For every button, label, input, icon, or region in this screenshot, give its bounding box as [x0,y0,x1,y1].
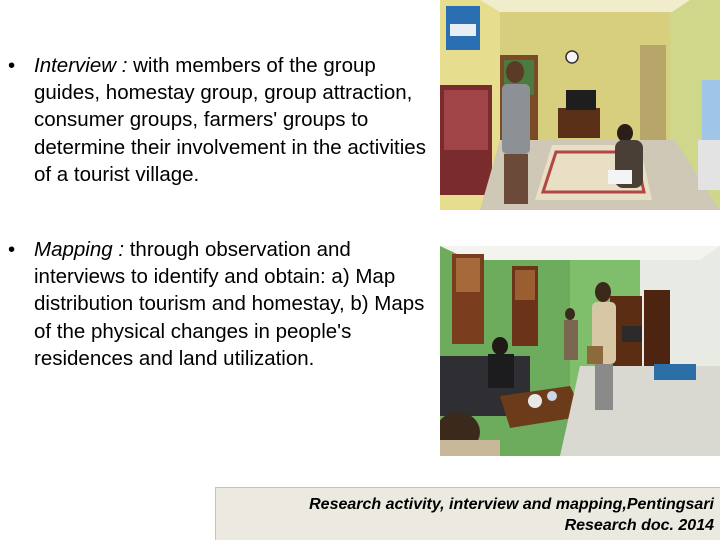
caption-line-2: Research doc. 2014 [564,517,714,534]
bullet-lead-mapping: Mapping : [34,238,125,262]
bullet-marker: • [8,238,16,262]
bullet-text-mapping: through observation and interviews to identify and obtain: a) Map distribution tourism and homestay, b) Maps of the physical changes in people's residences and land utilization. [34,238,425,370]
bullet-mapping [8,236,428,372]
interview-photo [440,0,720,210]
photo-caption [215,487,720,540]
bullet-lead-interview: Interview : [34,54,128,77]
bullet-text-interview: with members of the group guides, homestay group, group attraction, consumer groups, farmers' groups to determine their involvement in the activities of a tourist village. [34,54,426,186]
caption-line-1: Research activity, interview and mapping,Pentingsari [309,496,714,513]
mapping-photo [440,246,720,456]
bullet-list [8,52,428,372]
bullet-marker: • [8,54,16,77]
bullet-interview [8,52,428,188]
